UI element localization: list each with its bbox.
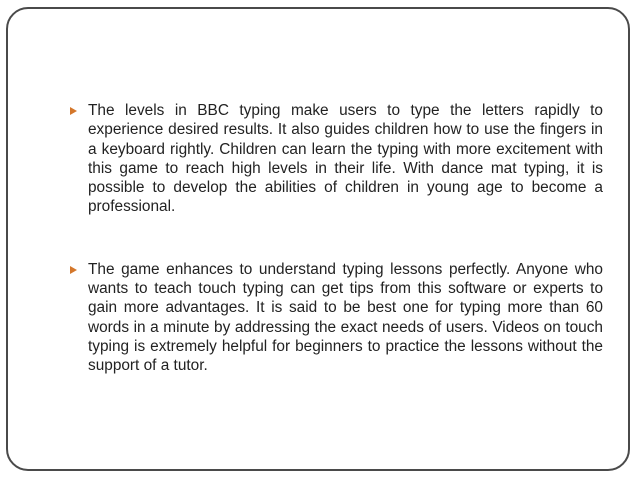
bullet-item-2: [70, 260, 603, 376]
bullet-text-1: The levels in BBC typing make users to type the letters rapidly to experience desired results. It also guides children how to use the fingers in a keyboard rightly. Children can learn the typing with more excitement with this game to reach high levels in their life. With dance mat typing, it is possible to develop the abilities of children in young age to become a professional.: [88, 102, 603, 216]
bullet-item-1: [70, 101, 603, 217]
bullet-arrow-icon: [70, 266, 77, 274]
bullet-text-2: The game enhances to understand typing lessons perfectly. Anyone who wants to teach touch typing can get tips from this software or experts to gain more advantages. It is said to be best one for typing more than 60 words in a minute by addressing the exact needs of users. Videos on touch typing is extremely helpful for beginners to practice the lessons without the support of a tutor.: [88, 260, 603, 375]
bullet-list: [70, 101, 603, 376]
bullet-arrow-icon: [70, 107, 77, 115]
